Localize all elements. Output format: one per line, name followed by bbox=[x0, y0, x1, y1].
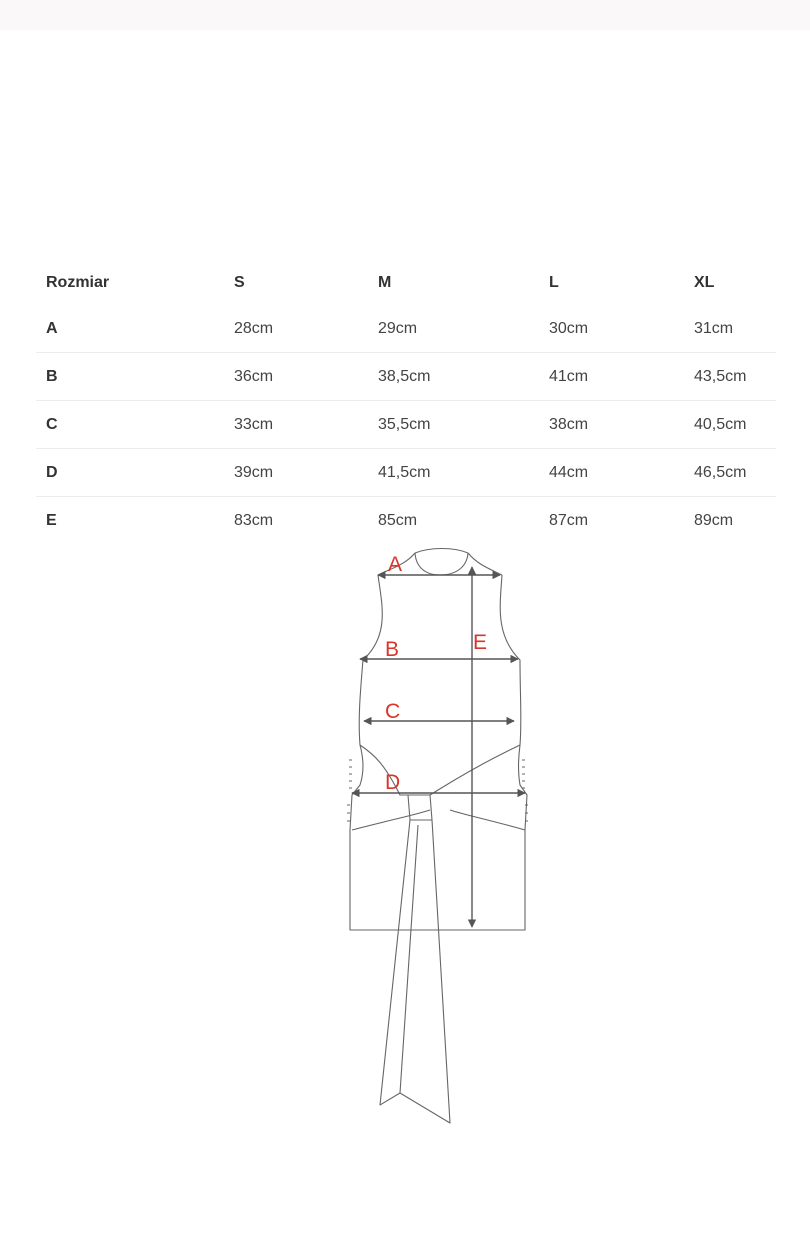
header-m: M bbox=[378, 273, 392, 291]
knot bbox=[408, 795, 432, 820]
table-cell: 38,5cm bbox=[378, 367, 431, 385]
table-cell: 46,5cm bbox=[694, 463, 747, 481]
right-side-outline bbox=[440, 575, 527, 930]
hip-line bbox=[352, 810, 525, 830]
table-cell: 39cm bbox=[234, 463, 274, 481]
table-header-row bbox=[36, 260, 776, 305]
dress-sketch bbox=[330, 545, 550, 1130]
sash-inner bbox=[400, 825, 418, 1093]
table-row bbox=[36, 449, 776, 497]
row-label: D bbox=[46, 463, 58, 481]
table-cell: 41,5cm bbox=[378, 463, 431, 481]
table-row bbox=[36, 353, 776, 401]
table-cell: 28cm bbox=[234, 319, 274, 337]
table-cell: 87cm bbox=[549, 511, 589, 529]
table-cell: 40,5cm bbox=[694, 415, 747, 433]
label-d: D bbox=[385, 771, 401, 794]
collar-outline bbox=[415, 553, 468, 575]
header-xl: XL bbox=[694, 273, 715, 291]
wrap-right bbox=[430, 745, 520, 795]
table-cell: 29cm bbox=[378, 319, 418, 337]
table-row bbox=[36, 497, 776, 545]
label-c: C bbox=[385, 700, 401, 723]
table-cell: 36cm bbox=[234, 367, 274, 385]
size-table bbox=[36, 260, 776, 544]
garment-measurement-diagram bbox=[330, 545, 550, 1130]
table-cell: 44cm bbox=[549, 463, 589, 481]
label-a: A bbox=[388, 553, 403, 576]
header-l: L bbox=[549, 273, 559, 291]
label-b: B bbox=[385, 638, 400, 661]
top-strip bbox=[0, 0, 810, 30]
table-cell: 43,5cm bbox=[694, 367, 747, 385]
row-label: C bbox=[46, 415, 58, 433]
table-cell: 41cm bbox=[549, 367, 589, 385]
table-cell: 83cm bbox=[234, 511, 274, 529]
row-label: B bbox=[46, 367, 58, 385]
table-cell: 33cm bbox=[234, 415, 274, 433]
table-cell: 89cm bbox=[694, 511, 734, 529]
table-row bbox=[36, 305, 776, 353]
table-cell: 30cm bbox=[549, 319, 589, 337]
table-cell: 85cm bbox=[378, 511, 418, 529]
table-row bbox=[36, 401, 776, 449]
table-cell: 31cm bbox=[694, 319, 734, 337]
left-side-outline bbox=[350, 575, 440, 930]
header-s: S bbox=[234, 273, 245, 291]
pleat-marks-right bbox=[522, 760, 528, 821]
wrap-left bbox=[360, 745, 408, 795]
header-size: Rozmiar bbox=[46, 273, 110, 291]
row-label: E bbox=[46, 511, 57, 529]
table-cell: 35,5cm bbox=[378, 415, 431, 433]
row-label: A bbox=[46, 319, 58, 337]
collar-top bbox=[415, 549, 468, 554]
table-cell: 38cm bbox=[549, 415, 589, 433]
label-e: E bbox=[473, 631, 488, 654]
